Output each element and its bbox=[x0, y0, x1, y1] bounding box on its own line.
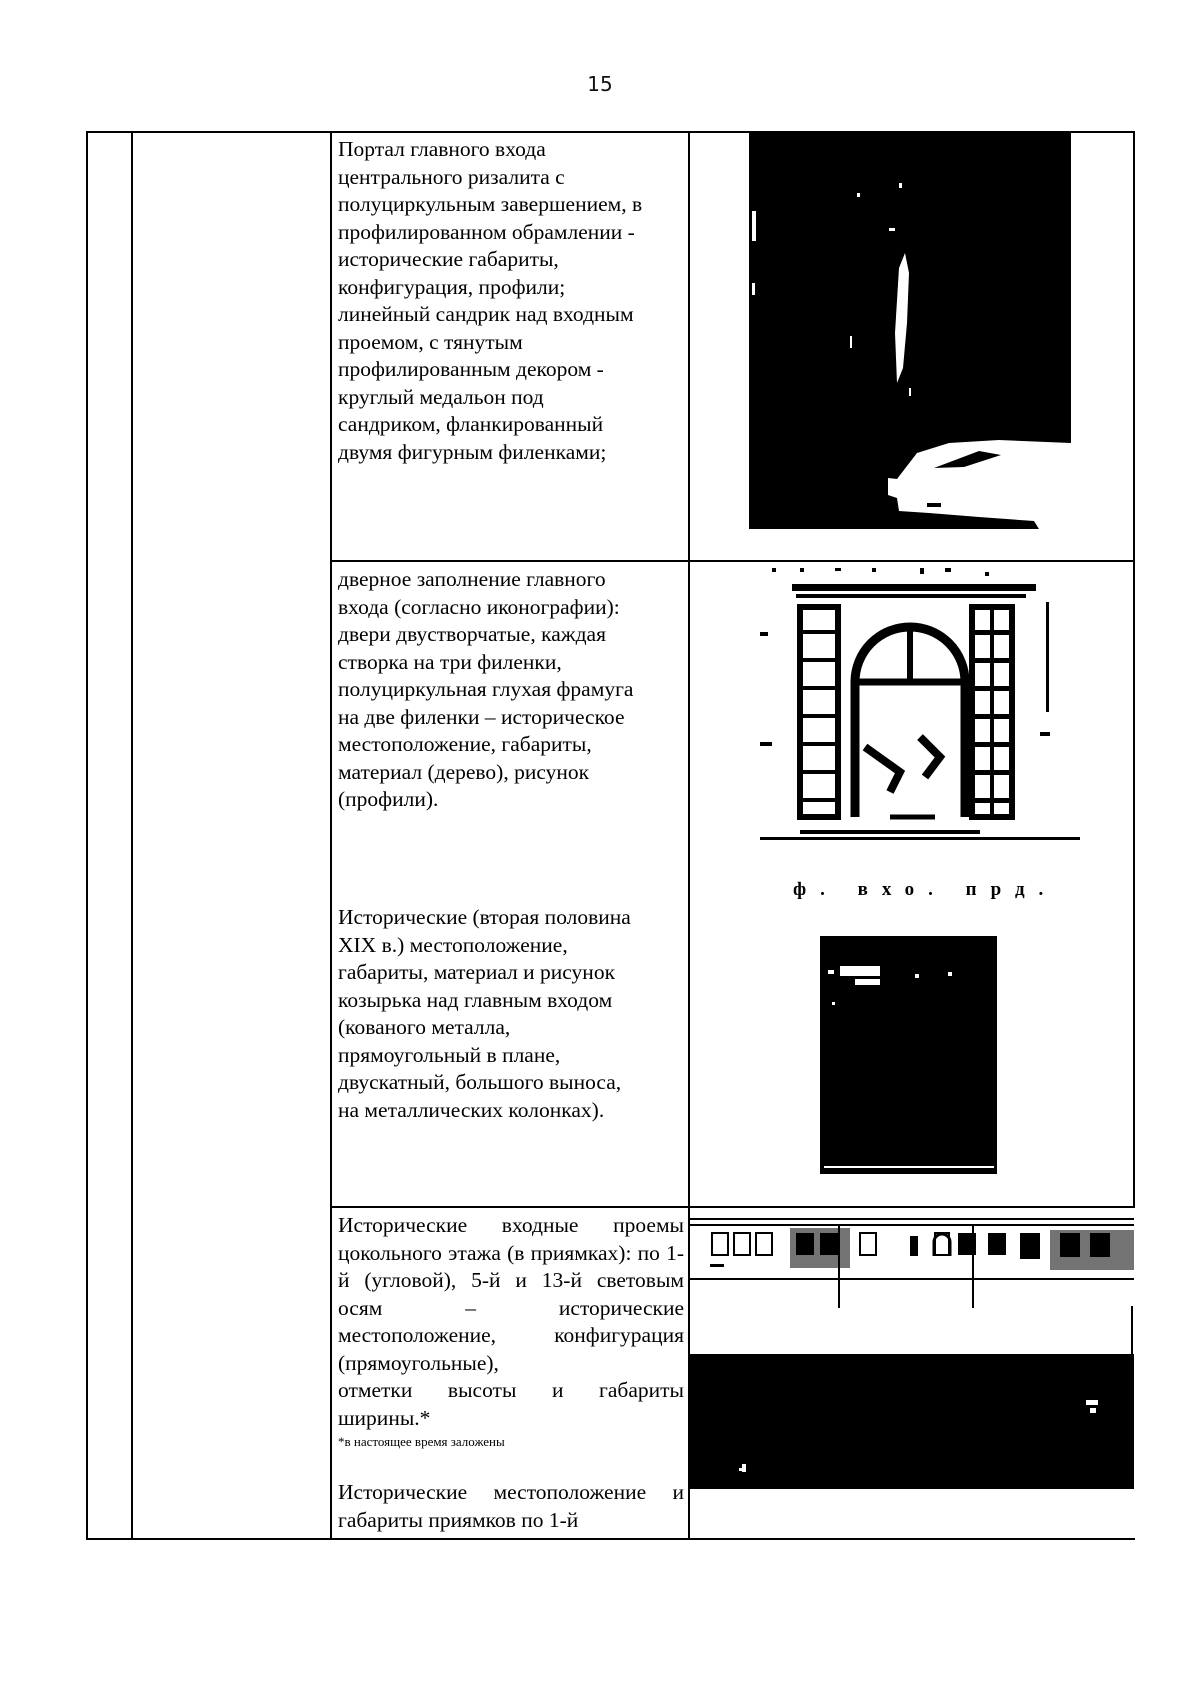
basement-entrances-text: Исторические входные проемы цокольного этажа (в приямках): по 1-й (угловой), 5-й и 13-й световым осям – исторические местоположение, конфигурация (прямоугольные), bbox=[338, 1213, 684, 1375]
table-border-bottom bbox=[86, 1538, 1135, 1540]
page-number: 15 bbox=[587, 72, 613, 96]
column-divider-2 bbox=[330, 131, 332, 1540]
pits-description: Исторические местоположение и габариты приямков по 1-й bbox=[338, 1480, 684, 1532]
table-border-left bbox=[86, 131, 88, 1540]
column-divider-3 bbox=[688, 131, 690, 1540]
column-divider-1 bbox=[131, 131, 133, 1540]
basement-entrances-description bbox=[338, 1212, 684, 1452]
canopy-photo bbox=[820, 936, 997, 1174]
drawing-caption: ф. вхо. прд. bbox=[793, 879, 1058, 900]
portal-photo bbox=[749, 133, 1071, 529]
photo-frame-right bbox=[1131, 1306, 1133, 1354]
basement-photo bbox=[690, 1354, 1134, 1489]
door-description: дверное заполнение главного входа (согласно иконографии): двери двустворчатые, каждая створка на три филенки, полуциркульная глухая фрамуга на две филенки – историческое местоположение, габариты, материал (дерево), рисунок (профили). bbox=[338, 567, 634, 811]
facade-drawing bbox=[690, 1208, 1134, 1308]
door-drawing bbox=[740, 562, 1090, 907]
canopy-description: Исторические (вторая половина XIX в.) местоположение, габариты, материал и рисунок козырька над главным входом (кованого металла, прямоугольный в плане, двускатный, большого выноса, на металлических колонках). bbox=[338, 905, 631, 1122]
basement-entrances-text-b: отметки высоты и габариты ширины.* bbox=[338, 1378, 684, 1430]
footnote: *в настоящее время заложены bbox=[338, 1434, 505, 1449]
table-border-right bbox=[1133, 131, 1135, 1208]
portal-description: Портал главного входа центрального ризалита с полуциркульным завершением, в профилированном обрамлении - исторические габариты, конфигурация, профили; линейный сандрик над входным проемом, с тянутым профилированным декором - круглый медальон под сандриком, фланкированный двумя фигурным филенками; bbox=[338, 137, 643, 464]
